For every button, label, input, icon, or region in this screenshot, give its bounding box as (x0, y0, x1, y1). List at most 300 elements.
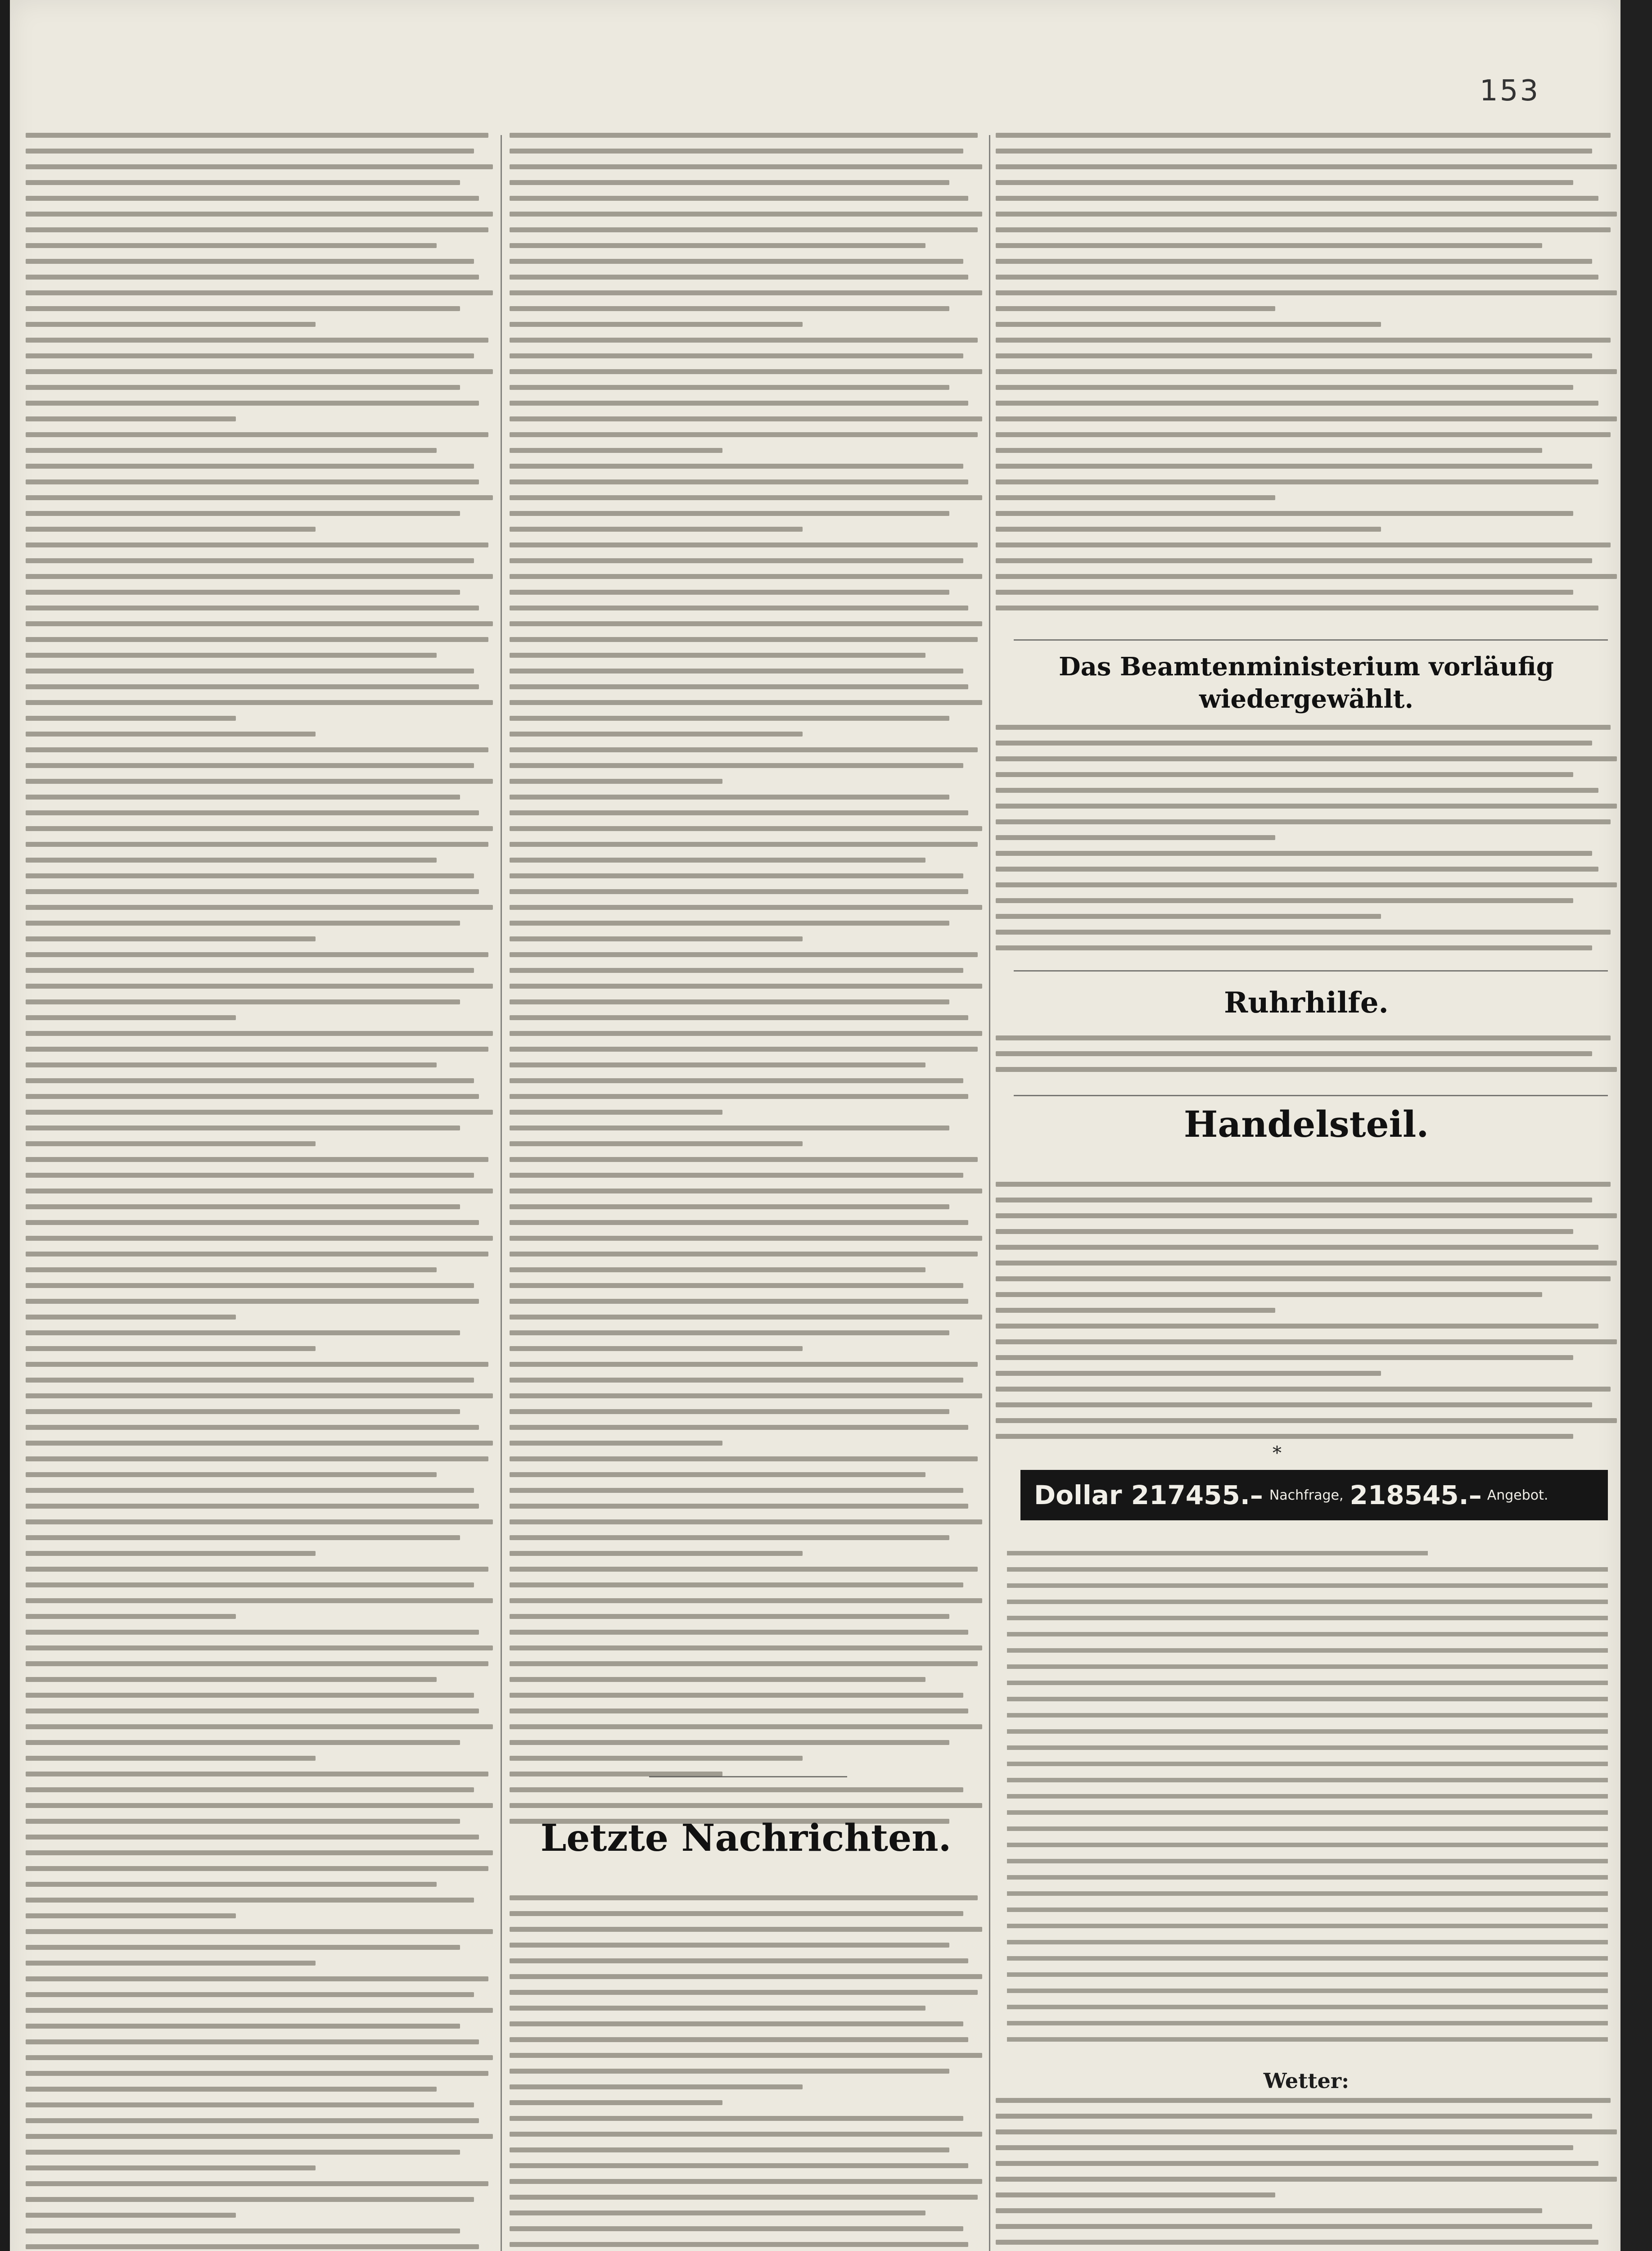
text-line (26, 684, 479, 689)
text-line (26, 732, 316, 737)
heading-letzte-nachrichten: Letzte Nachrichten. (540, 1817, 952, 1860)
table-row (1007, 1616, 1608, 1620)
text-line (510, 2179, 982, 2184)
text-line (996, 338, 1611, 343)
text-line (510, 290, 982, 295)
text-line (996, 1051, 1592, 1056)
text-line (510, 1346, 803, 1351)
text-line (26, 1441, 493, 1446)
text-line (26, 1283, 474, 1288)
text-line (26, 826, 493, 831)
table-row (1007, 1794, 1608, 1799)
text-line (510, 2147, 949, 2152)
text-line (26, 2039, 479, 2044)
text-line (510, 889, 968, 894)
text-line (996, 1339, 1617, 1344)
text-line (996, 741, 1592, 746)
text-line (510, 432, 978, 437)
text-line (996, 1276, 1611, 1281)
text-line (26, 1835, 479, 1840)
text-line (26, 542, 488, 547)
text-line (510, 527, 803, 532)
text-line (26, 1519, 493, 1524)
text-line (996, 511, 1573, 516)
text-line (26, 259, 474, 264)
text-line (26, 873, 474, 878)
text-line (510, 133, 978, 138)
column-3-body-top (996, 133, 1617, 621)
table-row (1007, 1745, 1608, 1750)
text-line (510, 1252, 978, 1257)
text-line (996, 1261, 1617, 1266)
text-line (26, 1850, 493, 1855)
text-line (996, 2208, 1542, 2213)
text-line (996, 243, 1542, 248)
text-line (510, 669, 963, 673)
text-line (26, 511, 460, 516)
dollar-offer-label: Angebot. (1487, 1487, 1548, 1503)
divider (1014, 1095, 1608, 1096)
text-line (26, 164, 493, 169)
table-row (1007, 1891, 1608, 1896)
text-line (26, 1220, 479, 1225)
text-line (26, 889, 479, 894)
text-line (26, 1456, 488, 1461)
text-line (510, 1535, 949, 1540)
text-line (26, 2071, 488, 2076)
column-1-body (26, 133, 493, 2251)
text-line (510, 1488, 963, 1493)
table-row (1007, 1843, 1608, 1847)
text-line (510, 1236, 982, 1241)
text-line (26, 2024, 460, 2029)
text-line (510, 1740, 949, 1745)
text-line (26, 1614, 236, 1619)
text-line (26, 1772, 488, 1776)
text-line (996, 851, 1592, 856)
text-line (996, 1182, 1611, 1187)
column-rule-2 (989, 135, 990, 2251)
text-line (510, 684, 968, 689)
text-line (996, 1229, 1573, 1234)
text-line (996, 149, 1592, 154)
text-line (26, 1551, 316, 1556)
column-3-ministry (996, 725, 1617, 959)
table-row (1007, 1600, 1608, 1604)
text-line (510, 952, 978, 957)
text-line (996, 574, 1617, 579)
text-line (510, 1283, 963, 1288)
text-line (996, 558, 1592, 563)
text-line (510, 1047, 978, 1052)
text-line (26, 763, 474, 768)
text-line (996, 835, 1275, 840)
text-line (26, 1047, 488, 1052)
text-line (26, 1031, 493, 1036)
text-line (26, 495, 493, 500)
text-line (26, 1425, 479, 1430)
text-line (26, 1598, 493, 1603)
column-3-bottom (996, 2098, 1617, 2251)
text-line (510, 1551, 803, 1556)
text-line (510, 448, 722, 453)
text-line (26, 968, 474, 973)
text-line (996, 1035, 1611, 1040)
text-line (996, 1213, 1617, 1218)
text-line (510, 306, 949, 311)
text-line (510, 2226, 963, 2231)
text-line (510, 606, 968, 610)
table-row (1007, 1713, 1608, 1718)
text-line (510, 2242, 968, 2247)
text-line (996, 322, 1381, 327)
text-line (510, 1362, 978, 1367)
scan-edge-left (0, 0, 10, 2251)
text-line (26, 700, 493, 705)
column-3-body-ministry (996, 725, 1617, 959)
text-line (510, 842, 978, 847)
text-line (510, 1031, 982, 1036)
text-line (510, 905, 982, 910)
column-rule-1 (501, 135, 502, 2251)
text-line (510, 1220, 968, 1225)
text-line (510, 2116, 963, 2121)
text-line (26, 2118, 479, 2123)
text-line (996, 819, 1611, 824)
text-line (996, 898, 1573, 903)
text-line (26, 1488, 474, 1493)
text-line (510, 196, 968, 201)
text-line (26, 936, 316, 941)
text-line (510, 763, 963, 768)
text-line (26, 716, 236, 721)
text-line (510, 590, 949, 595)
text-line (26, 1724, 493, 1729)
text-line (996, 495, 1275, 500)
table-row (1007, 1940, 1608, 1944)
text-line (26, 1267, 437, 1272)
text-line (510, 1378, 963, 1383)
text-line (510, 1582, 963, 1587)
text-line (510, 1299, 968, 1304)
text-line (26, 1315, 236, 1320)
text-line (26, 1787, 474, 1792)
text-line (26, 1582, 474, 1587)
text-line (996, 606, 1598, 610)
text-line (996, 385, 1573, 390)
text-line (26, 2213, 236, 2218)
text-line (26, 1015, 236, 1020)
text-line (26, 2087, 437, 2092)
text-line (510, 1472, 925, 1477)
column-3-body-bottom (996, 2098, 1617, 2251)
text-line (510, 464, 963, 469)
text-line (510, 558, 963, 563)
text-line (996, 133, 1611, 138)
heading-weather: Wetter: (1263, 2069, 1350, 2093)
text-line (510, 275, 968, 280)
text-line (26, 2008, 493, 2013)
table-row (1007, 1826, 1608, 1831)
text-line (510, 2037, 968, 2042)
text-line (996, 590, 1573, 595)
text-line (996, 1198, 1592, 1202)
text-line (996, 479, 1598, 484)
text-line (26, 1393, 493, 1398)
text-line (26, 432, 488, 437)
text-line (996, 1418, 1617, 1423)
text-line (26, 1378, 474, 1383)
text-line (510, 2021, 963, 2026)
text-line (996, 882, 1617, 887)
text-line (996, 945, 1592, 950)
text-line (510, 574, 982, 579)
text-line (26, 1740, 460, 1745)
exchange-rate-table (1007, 1551, 1608, 2053)
text-line (510, 621, 982, 626)
text-line (510, 1974, 982, 1979)
text-line (26, 180, 460, 185)
text-line (26, 1110, 493, 1115)
text-line (26, 1236, 493, 1241)
text-line (26, 842, 488, 847)
text-line (510, 637, 978, 642)
table-row (1007, 1810, 1608, 1815)
text-line (510, 2210, 925, 2215)
text-line (26, 1898, 474, 1903)
divider (1014, 639, 1608, 641)
text-line (996, 180, 1573, 185)
column-3-body-ruhr (996, 1035, 1617, 1083)
text-line (996, 1067, 1617, 1072)
text-line (996, 527, 1381, 532)
text-line (26, 2228, 460, 2233)
heading-beamtenministerium: Das Beamtenministerium vorläufig wiedergewählt. (1059, 652, 1554, 714)
text-line (510, 1441, 722, 1446)
text-line (996, 1292, 1542, 1297)
text-line (26, 637, 488, 642)
text-line (26, 905, 493, 910)
text-line (26, 558, 474, 563)
text-line (26, 1409, 460, 1414)
text-line (26, 369, 493, 374)
text-line (510, 1173, 963, 1178)
text-line (996, 2177, 1617, 2182)
text-line (510, 1204, 949, 1209)
table-row (1007, 1583, 1608, 1588)
text-line (510, 1519, 982, 1524)
text-line (510, 1094, 968, 1099)
table-row (1007, 1697, 1608, 1701)
table-row (1007, 1989, 1608, 1993)
text-line (996, 788, 1598, 793)
text-line (510, 1315, 982, 1320)
text-line (510, 227, 978, 232)
text-line (510, 495, 982, 500)
text-line (510, 1693, 963, 1698)
text-line (26, 2102, 474, 2107)
text-line (26, 621, 493, 626)
column-3-top (996, 133, 1617, 633)
text-line (996, 227, 1611, 232)
text-line (510, 1787, 963, 1792)
text-line (996, 448, 1542, 453)
dollar-demand-label: Nachfrage, (1269, 1487, 1344, 1503)
text-line (996, 2098, 1611, 2103)
text-line (996, 2145, 1573, 2150)
table-row (1007, 2005, 1608, 2009)
text-line (26, 1819, 460, 1824)
text-line (996, 867, 1598, 872)
text-line (996, 725, 1611, 730)
text-line (510, 1267, 925, 1272)
text-line (26, 212, 493, 217)
text-line (996, 1245, 1598, 1250)
text-line (26, 1645, 493, 1650)
text-line (26, 952, 488, 957)
scan-edge-right (1620, 0, 1652, 2251)
text-line (26, 448, 437, 453)
text-line (26, 1078, 474, 1083)
text-line (510, 338, 978, 343)
text-line (510, 1709, 968, 1713)
text-line (26, 2055, 493, 2060)
text-line (26, 527, 316, 532)
divider (649, 1776, 847, 1777)
heading-ruhrhilfe: Ruhrhilfe. (1224, 986, 1389, 1020)
table-row (1007, 1859, 1608, 1863)
table-row (1007, 1681, 1608, 1685)
text-line (510, 858, 925, 863)
text-line (510, 2163, 968, 2168)
text-line (26, 1141, 316, 1146)
text-line (510, 921, 949, 926)
text-line (26, 1976, 488, 1981)
text-line (26, 196, 479, 201)
text-line (26, 1330, 460, 1335)
text-line (996, 290, 1617, 295)
dollar-offer-value: 218545.– (1350, 1480, 1482, 1510)
table-row (1007, 1956, 1608, 1961)
text-line (510, 1661, 978, 1666)
heading-handelsteil: Handelsteil. (1183, 1103, 1429, 1145)
column-2-body-top (510, 133, 982, 1835)
text-line (26, 464, 474, 469)
text-line (26, 2197, 474, 2202)
text-line (26, 590, 460, 595)
text-line (510, 1990, 978, 1995)
text-line (26, 1929, 493, 1934)
text-line (510, 416, 982, 421)
text-line (510, 1141, 803, 1146)
text-line (996, 432, 1611, 437)
text-line (996, 2161, 1598, 2166)
text-line (996, 756, 1617, 761)
text-line (510, 1393, 982, 1398)
dollar-main-value: Dollar 217455.– (1034, 1480, 1263, 1510)
text-line (26, 1882, 437, 1887)
text-line (26, 416, 236, 421)
text-line (510, 732, 803, 737)
text-line (26, 1094, 479, 1099)
text-line (26, 1173, 474, 1178)
text-line (510, 1062, 925, 1067)
column-3-body-trade (996, 1182, 1617, 1450)
text-line (26, 1362, 488, 1367)
text-line (510, 1598, 982, 1603)
table-row (1007, 1729, 1608, 1734)
table-row (1007, 1924, 1608, 1928)
text-line (26, 1661, 488, 1666)
text-line (510, 1456, 978, 1461)
text-line (996, 1355, 1573, 1360)
text-line (510, 479, 968, 484)
text-line (510, 747, 978, 752)
text-line (996, 2129, 1617, 2134)
text-line (26, 747, 488, 752)
text-line (996, 2114, 1592, 2119)
text-line (996, 914, 1381, 919)
column-2-body-bottom (510, 1895, 982, 2251)
text-line (26, 275, 479, 280)
text-line (26, 243, 437, 248)
text-line (996, 1324, 1598, 1329)
text-line (510, 511, 949, 516)
text-line (26, 1062, 437, 1067)
text-line (510, 1157, 978, 1162)
star-ornament: * (1273, 1443, 1282, 1464)
text-line (26, 338, 488, 343)
text-line (26, 353, 474, 358)
text-line (510, 936, 803, 941)
text-line (26, 2150, 460, 2155)
text-line (996, 1402, 1592, 1407)
text-line (26, 385, 460, 390)
text-line (510, 385, 949, 390)
text-line (26, 322, 316, 327)
table-row (1007, 1648, 1608, 1653)
text-line (510, 212, 982, 217)
text-line (510, 779, 722, 784)
text-line (26, 858, 437, 863)
text-line (510, 2132, 982, 2137)
text-line (510, 1614, 949, 1619)
text-line (510, 1630, 968, 1635)
text-line (510, 1330, 949, 1335)
text-line (26, 1709, 479, 1713)
text-line (26, 574, 493, 579)
text-line (510, 180, 949, 185)
text-line (510, 1110, 722, 1115)
text-line (996, 416, 1617, 421)
text-line (510, 149, 963, 154)
text-line (996, 464, 1592, 469)
column-1 (26, 133, 493, 2251)
table-row (1007, 2037, 1608, 2042)
table-row (1007, 1632, 1608, 1636)
text-line (510, 353, 963, 358)
text-line (996, 1371, 1381, 1376)
text-line (510, 1927, 982, 1932)
text-line (26, 795, 460, 800)
text-line (26, 810, 479, 815)
text-line (510, 1677, 925, 1682)
text-line (510, 1189, 982, 1193)
text-line (26, 1803, 493, 1808)
text-line (510, 1911, 963, 1916)
text-line (510, 2053, 982, 2058)
text-line (26, 479, 479, 484)
